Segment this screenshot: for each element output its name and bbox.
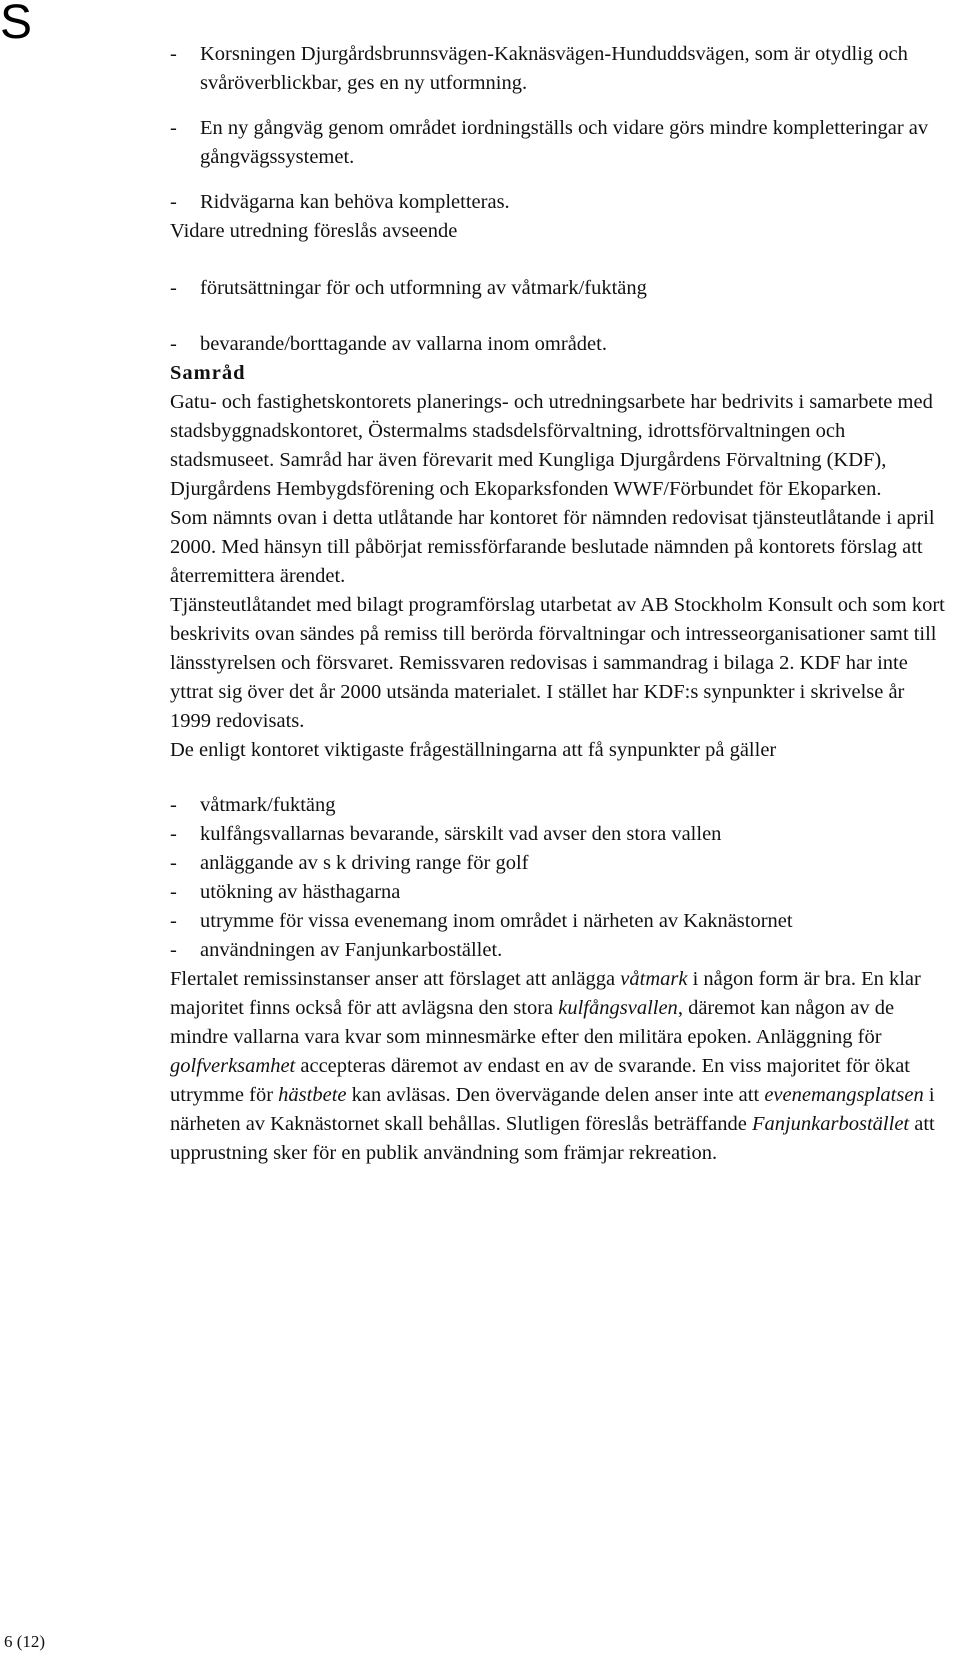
list-item: - Ridvägarna kan behöva kompletteras.	[170, 188, 948, 217]
text-run: Flertalet remissinstanser anser att förslaget att anlägga	[170, 968, 621, 990]
measures-list	[170, 40, 948, 217]
list-item: - användningen av Fanjunkarbostället.	[170, 936, 948, 965]
list-item: - anläggande av s k driving range för golf	[170, 849, 948, 878]
paragraph: Tjänsteutlåtandet med bilagt programförslag utarbetat av AB Stockholm Konsult och som kort beskrivits ovan sändes på remiss till berörda förvaltningar och intresseorganisationer samt till länsstyrelsen och försvaret. Remissvaren redovisas i sammandrag i bilaga 2. KDF har inte yttrat sig över det år 2000 utsända materialet. I stället har KDF:s synpunkter i skrivelse år 1999 redovisats.	[170, 594, 945, 732]
list-item: - utrymme för vissa evenemang inom området i närheten av Kaknästornet	[170, 907, 948, 936]
emphasis-term: hästbete	[278, 1084, 347, 1106]
text-run: i närheten av Kaknästornet skall behållas. Slutligen föreslås beträffande	[170, 1084, 935, 1135]
text-run: att upprustning sker för en publik användning som främjar rekreation.	[170, 1113, 935, 1164]
investigation-list	[170, 274, 948, 359]
emphasis-term: Fanjunkarbostället	[751, 1113, 910, 1135]
text-run: i någon form är bra. En klar majoritet finns också för att avlägsna den stora	[170, 968, 921, 1019]
text-run: , däremot kan någon av de mindre vallarna vara kvar som minnesmärke efter den militära epoken. Anläggning för	[170, 997, 895, 1048]
paragraph: Gatu- och fastighetskontorets planerings- och utredningsarbete har bedrivits i samarbete med stadsbyggnadskontoret, Östermalms stadsdelsförvaltning, idrottsförvaltningen och stadsmuseet. Samråd har även förevarit med Kungliga Djurgårdens Förvaltning (KDF), Djurgårdens Hembygdsförening och Ekoparksfonden WWF/Förbundet för Ekoparken.	[170, 391, 933, 500]
paragraph: De enligt kontoret viktigaste frågeställningarna att få synpunkter på gäller	[170, 739, 777, 761]
emphasis-term: golfverksamhet	[170, 1055, 296, 1077]
list-item: - utökning av hästhagarna	[170, 878, 948, 907]
corner-letter: S	[0, 0, 33, 49]
section-heading-samrad: Samråd	[170, 362, 246, 384]
list-item: - våtmark/fuktäng	[170, 791, 948, 820]
paragraph: Som nämnts ovan i detta utlåtande har kontoret för nämnden redovisat tjänsteutlåtande i april 2000. Med hänsyn till påbörjat remissförfarande beslutade nämnden på kontorets förslag att återremittera ärendet.	[170, 507, 935, 587]
text-run: accepteras däremot av endast en av de svarande. En viss majoritet för ökat utrymme för	[170, 1055, 910, 1106]
list-item: - En ny gångväg genom området iordningställs och vidare görs mindre kompletteringar av gångvägssystemet.	[170, 114, 948, 172]
list-item: - Korsningen Djurgårdsbrunnsvägen-Kaknäsvägen-Hunduddsvägen, som är otydlig och svåröverblickbar, ges en ny utformning.	[170, 40, 948, 98]
list-item: - bevarande/borttagande av vallarna inom området.	[170, 330, 948, 359]
page-number: 6 (12)	[4, 1632, 46, 1651]
conclusion-paragraph	[170, 965, 948, 1168]
investigation-intro: Vidare utredning föreslås avseende	[170, 220, 458, 242]
emphasis-term: våtmark	[620, 968, 688, 990]
list-item: - förutsättningar för och utformning av våtmark/fuktäng	[170, 274, 948, 303]
issues-list	[170, 791, 948, 965]
emphasis-term: evenemangsplatsen	[764, 1084, 924, 1106]
list-item: - kulfångsvallarnas bevarande, särskilt vad avser den stora vallen	[170, 820, 948, 849]
emphasis-term: kulfångsvallen	[558, 997, 678, 1019]
document-body	[170, 40, 948, 1168]
text-run: kan avläsas. Den övervägande delen anser inte att	[346, 1084, 765, 1106]
